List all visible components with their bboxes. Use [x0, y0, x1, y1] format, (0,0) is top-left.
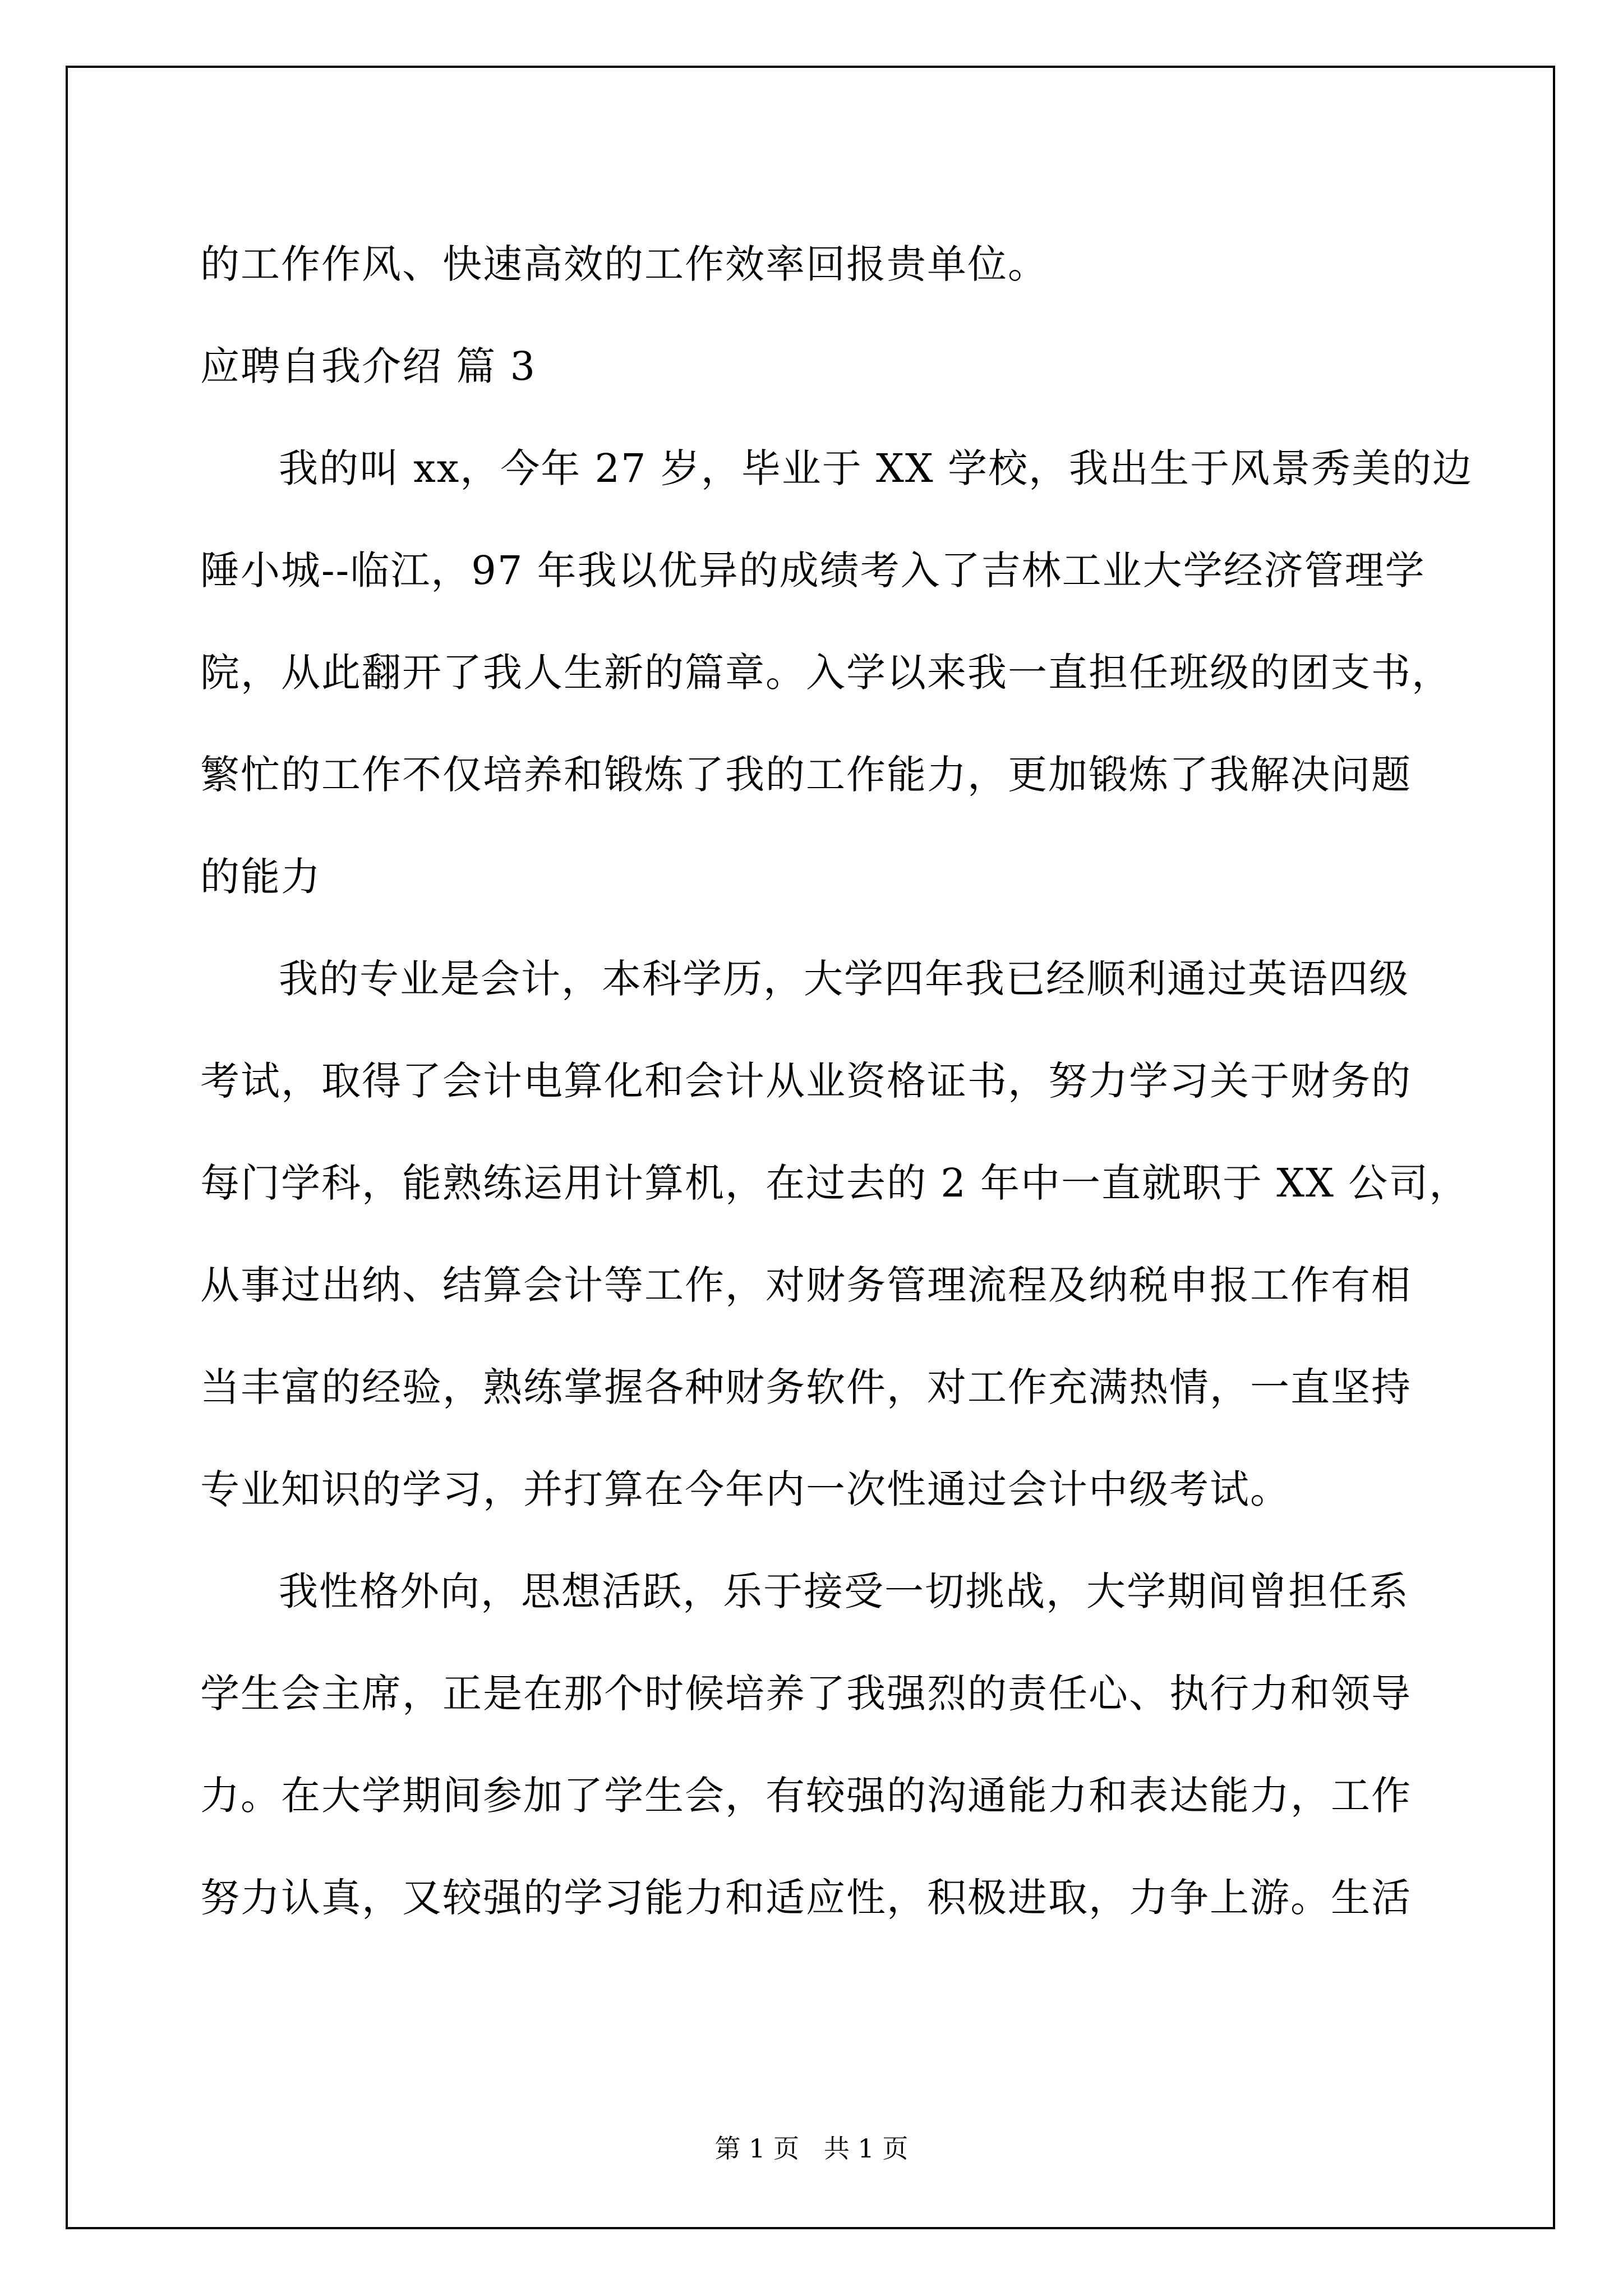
text-line: 的能力 [200, 854, 321, 900]
section-heading: 应聘自我介绍 篇 3 [200, 343, 537, 389]
text-line: 从事过出纳、结算会计等工作，对财务管理流程及纳税申报工作有相 [200, 1262, 1412, 1308]
paragraph-start: 我的专业是会计，本科学历，大学四年我已经顺利通过英语四级 [279, 956, 1409, 1002]
text-line: 陲小城--临江，97 年我以优异的成绩考入了吉林工业大学经济管理学 [200, 547, 1426, 593]
text-line: 学生会主席，正是在那个时候培养了我强烈的责任心、执行力和领导 [200, 1671, 1412, 1717]
text-line: 专业知识的学习，并打算在今年内一次性通过会计中级考试。 [200, 1466, 1290, 1512]
page-number-footer: 第 1 页 共 1 页 [714, 2133, 909, 2164]
document-body [200, 213, 1473, 1949]
text-line: 努力认真，又较强的学习能力和适应性，积极进取，力争上游。生活 [200, 1875, 1412, 1921]
text-line: 繁忙的工作不仅培养和锻炼了我的工作能力，更加锻炼了我解决问题 [200, 752, 1412, 798]
paragraph-start: 我的叫 xx，今年 27 岁，毕业于 XX 学校，我出生于风景秀美的边 [279, 445, 1473, 491]
text-line: 每门学科，能熟练运用计算机，在过去的 2 年中一直就职于 XX 公司， [200, 1160, 1470, 1206]
text-line: 力。在大学期间参加了学生会，有较强的沟通能力和表达能力，工作 [200, 1773, 1412, 1819]
paragraph-start: 我性格外向，思想活跃，乐于接受一切挑战，大学期间曾担任系 [279, 1568, 1409, 1614]
text-line: 的工作作风、快速高效的工作效率回报贵单位。 [200, 241, 1048, 287]
text-line: 院，从此翻开了我人生新的篇章。入学以来我一直担任班级的团支书， [200, 650, 1452, 696]
text-line: 当丰富的经验，熟练掌握各种财务软件，对工作充满热情，一直坚持 [200, 1364, 1412, 1410]
text-line: 考试，取得了会计电算化和会计从业资格证书，努力学习关于财务的 [200, 1058, 1412, 1104]
